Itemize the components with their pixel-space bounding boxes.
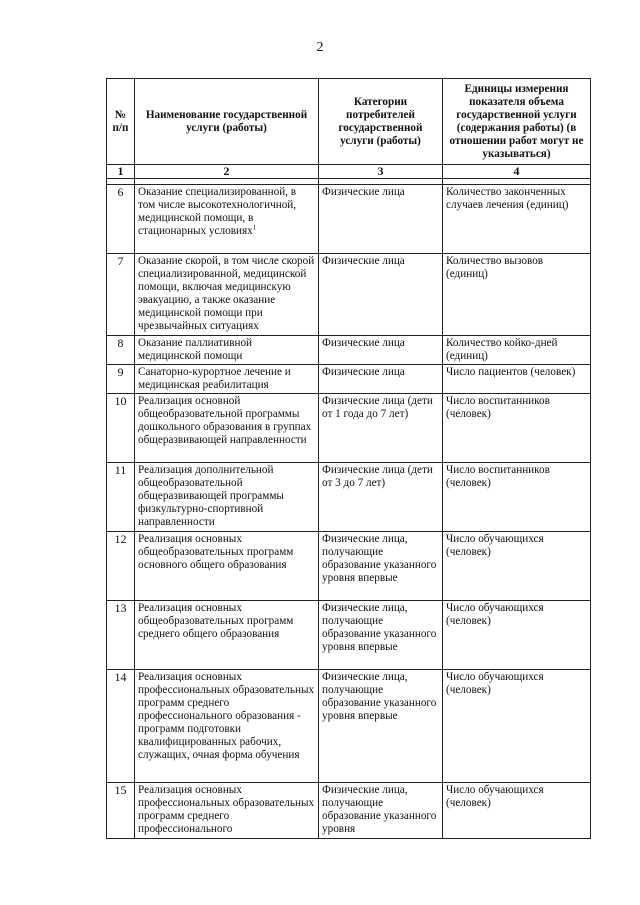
table-row: [107, 463, 591, 532]
service-name: Реализация основной общеобразовательной программы дошкольного образования в группах общеразвивающей направленности: [135, 394, 319, 463]
consumer-category: Физические лица: [319, 254, 443, 336]
services-table: [106, 78, 591, 839]
measure-unit: Число обучающихся (человек): [443, 601, 591, 670]
service-name: [135, 185, 319, 254]
service-name: Оказание паллиативной медицинской помощи: [135, 336, 319, 365]
consumer-category: Физические лица (дети от 1 года до 7 лет): [319, 394, 443, 463]
consumer-category: Физические лица, получающие образование указанного уровня: [319, 783, 443, 839]
consumer-category: Физические лица: [319, 365, 443, 394]
measure-unit: Число воспитанников (человек): [443, 394, 591, 463]
measure-unit: Число обучающихся (человек): [443, 532, 591, 601]
table-row: [107, 365, 591, 394]
table-row: [107, 336, 591, 365]
page-number: 2: [316, 40, 324, 55]
consumer-category: Физические лица, получающие образование указанного уровня впервые: [319, 670, 443, 783]
measure-unit: Количество койко-дней (единиц): [443, 336, 591, 365]
row-number: 6: [107, 185, 135, 254]
header-unit: Единицы измерения показателя объема государственной услуги (содержания работы) (в отношении работ могут не указываться): [443, 79, 591, 165]
consumer-category: Физические лица (дети от 3 до 7 лет): [319, 463, 443, 532]
header-num: № п/п: [107, 79, 135, 165]
column-index: 2: [135, 165, 319, 179]
consumer-category: Физические лица: [319, 336, 443, 365]
row-number: 15: [107, 783, 135, 839]
header-category: Категории потребителей государственной услуги (работы): [319, 79, 443, 165]
row-number: 8: [107, 336, 135, 365]
consumer-category: Физические лица, получающие образование указанного уровня впервые: [319, 601, 443, 670]
table-row: [107, 783, 591, 839]
row-number: 12: [107, 532, 135, 601]
row-number: 13: [107, 601, 135, 670]
header-name: Наименование государственной услуги (работы): [135, 79, 319, 165]
consumer-category: Физические лица, получающие образование указанного уровня впервые: [319, 532, 443, 601]
service-name: Реализация основных общеобразовательных программ среднего общего образования: [135, 601, 319, 670]
measure-unit: Число пациентов (человек): [443, 365, 591, 394]
measure-unit: Число воспитанников (человек): [443, 463, 591, 532]
row-number: 9: [107, 365, 135, 394]
measure-unit: Количество законченных случаев лечения (единиц): [443, 185, 591, 254]
table-row: [107, 185, 591, 254]
row-number: 10: [107, 394, 135, 463]
table-row: [107, 394, 591, 463]
table-row: [107, 532, 591, 601]
service-name-text: Оказание специализированной, в том числе высокотехнологичной, медицинской помощи, в стационарных условиях: [138, 186, 297, 237]
column-index: 1: [107, 165, 135, 179]
measure-unit: Число обучающихся (человек): [443, 783, 591, 839]
row-number: 7: [107, 254, 135, 336]
column-index: 4: [443, 165, 591, 179]
measure-unit: Число обучающихся (человек): [443, 670, 591, 783]
column-index-row: [107, 165, 591, 179]
service-name: Оказание скорой, в том числе скорой специализированной, медицинской помощи, включая медицинскую эвакуацию, а также оказание медицинской помощи при чрезвычайных ситуациях: [135, 254, 319, 336]
service-name: Реализация основных общеобразовательных программ основного общего образования: [135, 532, 319, 601]
table-row: [107, 254, 591, 336]
row-number: 11: [107, 463, 135, 532]
row-number: 14: [107, 670, 135, 783]
consumer-category: Физические лица: [319, 185, 443, 254]
column-index: 3: [319, 165, 443, 179]
service-name: Реализация основных профессиональных образовательных программ среднего профессионального: [135, 783, 319, 839]
footnote-mark: 1: [252, 223, 257, 232]
table-row: [107, 670, 591, 783]
service-name: Реализация дополнительной общеобразовательной общеразвивающей программы физкультурно-спортивной направленности: [135, 463, 319, 532]
service-name: Санаторно-курортное лечение и медицинская реабилитация: [135, 365, 319, 394]
header-row: [107, 79, 591, 165]
service-name: Реализация основных профессиональных образовательных программ среднего профессионального образования - программ подготовки квалифицированных рабочих, служащих, очная форма обучения: [135, 670, 319, 783]
table-row: [107, 601, 591, 670]
measure-unit: Количество вызовов (единиц): [443, 254, 591, 336]
